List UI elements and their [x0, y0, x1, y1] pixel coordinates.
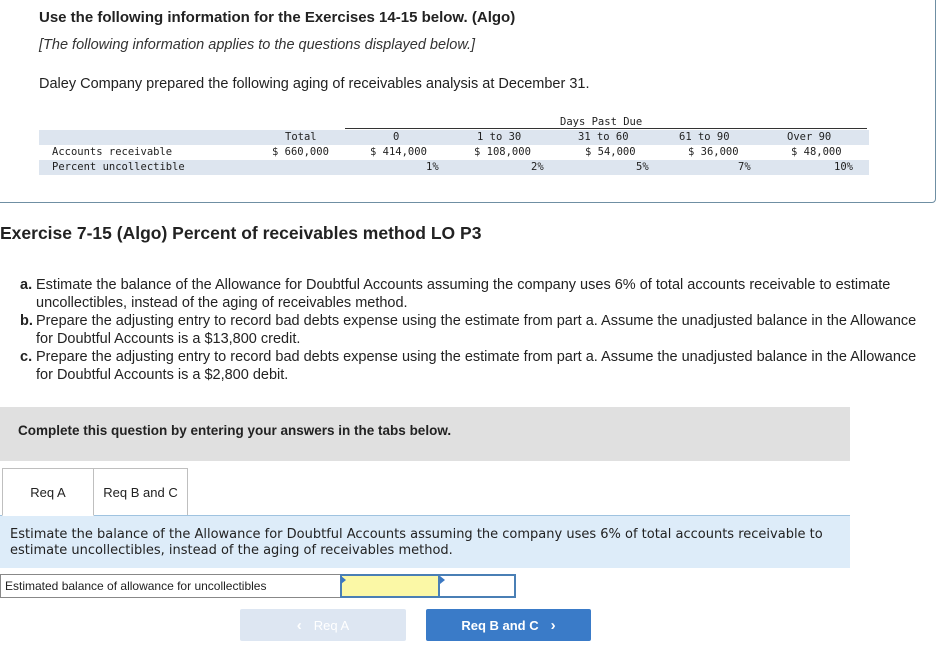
- cell-over-90-percent: 10%: [834, 161, 853, 173]
- row-label-percent: Percent uncollectible: [52, 161, 185, 173]
- row-label-receivable: Accounts receivable: [52, 146, 173, 158]
- question-label: a.: [20, 277, 33, 293]
- info-subtitle: [The following information applies to the questions displayed below.]: [39, 37, 476, 53]
- cell-total-receivable: $ 660,000: [272, 146, 329, 158]
- question-text: Prepare the adjusting entry to record bad debts expense using the estimate from part a. Assume the unadjusted balance in the Allowance for Doubtful Accounts is a $2,800 debit.: [36, 349, 917, 383]
- next-req-label: Req B and C: [461, 617, 539, 633]
- instruction-text: Estimate the balance of the Allowance for Doubtful Accounts assuming the company uses 6% of total accounts receivable to estimate uncollectibles, instead of the aging of receivables method.: [10, 527, 823, 558]
- col-header-over-90: Over 90: [787, 131, 832, 143]
- cell-31-60-receivable: $ 54,000: [585, 146, 636, 158]
- aging-band-receivable: [39, 130, 869, 145]
- question-a: [20, 276, 925, 312]
- days-past-due-header: Days Past Due: [560, 116, 643, 128]
- instruction-panel: [0, 515, 850, 568]
- cell-31-60-percent: 5%: [636, 161, 649, 173]
- col-header-61-90: 61 to 90: [679, 131, 730, 143]
- info-title: Use the following information for the Exercises 14-15 below. (Algo): [39, 9, 516, 26]
- info-intro: Daley Company prepared the following aging of receivables analysis at December 31.: [39, 76, 590, 92]
- exercise-title: Exercise 7-15 (Algo) Percent of receivables method LO P3: [0, 223, 482, 243]
- question-label: c.: [20, 349, 33, 365]
- info-panel: [0, 0, 936, 203]
- chevron-right-icon: ›: [550, 616, 556, 634]
- prev-req-button[interactable]: [240, 609, 406, 641]
- question-list: [20, 276, 925, 384]
- prev-req-label: Req A: [313, 617, 350, 633]
- question-label: b.: [20, 313, 33, 329]
- cell-61-90-percent: 7%: [738, 161, 751, 173]
- cell-1-30-receivable: $ 108,000: [474, 146, 531, 158]
- cell-61-90-receivable: $ 36,000: [688, 146, 739, 158]
- col-header-0: 0: [393, 131, 400, 143]
- tab-req-a[interactable]: Req A: [2, 468, 94, 516]
- answer-label: Estimated balance of allowance for uncollectibles: [0, 574, 340, 598]
- question-text: Estimate the balance of the Allowance for Doubtful Accounts assuming the company uses 6% of total accounts receivable to estimate uncollectibles, instead of the aging of receivables method.: [36, 277, 891, 311]
- col-header-1-30: 1 to 30: [477, 131, 522, 143]
- input-marker-icon: [341, 576, 346, 584]
- cell-over-90-receivable: $ 48,000: [791, 146, 842, 158]
- allowance-balance-input[interactable]: [340, 574, 440, 598]
- complete-prompt: Complete this question by entering your answers in the tabs below.: [18, 423, 452, 438]
- question-b: [20, 312, 925, 348]
- cell-0-percent: 1%: [426, 161, 439, 173]
- chevron-left-icon: ‹: [296, 616, 302, 634]
- col-header-31-60: 31 to 60: [578, 131, 629, 143]
- answer-empty-cell: [440, 574, 516, 598]
- input-marker-icon: [440, 576, 445, 584]
- aging-table: [39, 115, 869, 177]
- cell-0-receivable: $ 414,000: [370, 146, 427, 158]
- next-req-button[interactable]: [426, 609, 591, 641]
- col-header-total: Total: [285, 131, 317, 143]
- cell-1-30-percent: 2%: [531, 161, 544, 173]
- question-c: [20, 348, 925, 384]
- complete-prompt-box: [0, 407, 850, 461]
- tab-req-b-and-c[interactable]: Req B and C: [94, 468, 188, 516]
- question-text: Prepare the adjusting entry to record bad debts expense using the estimate from part a. Assume the unadjusted balance in the Allowance for Doubtful Accounts is a $13,800 credit.: [36, 313, 917, 347]
